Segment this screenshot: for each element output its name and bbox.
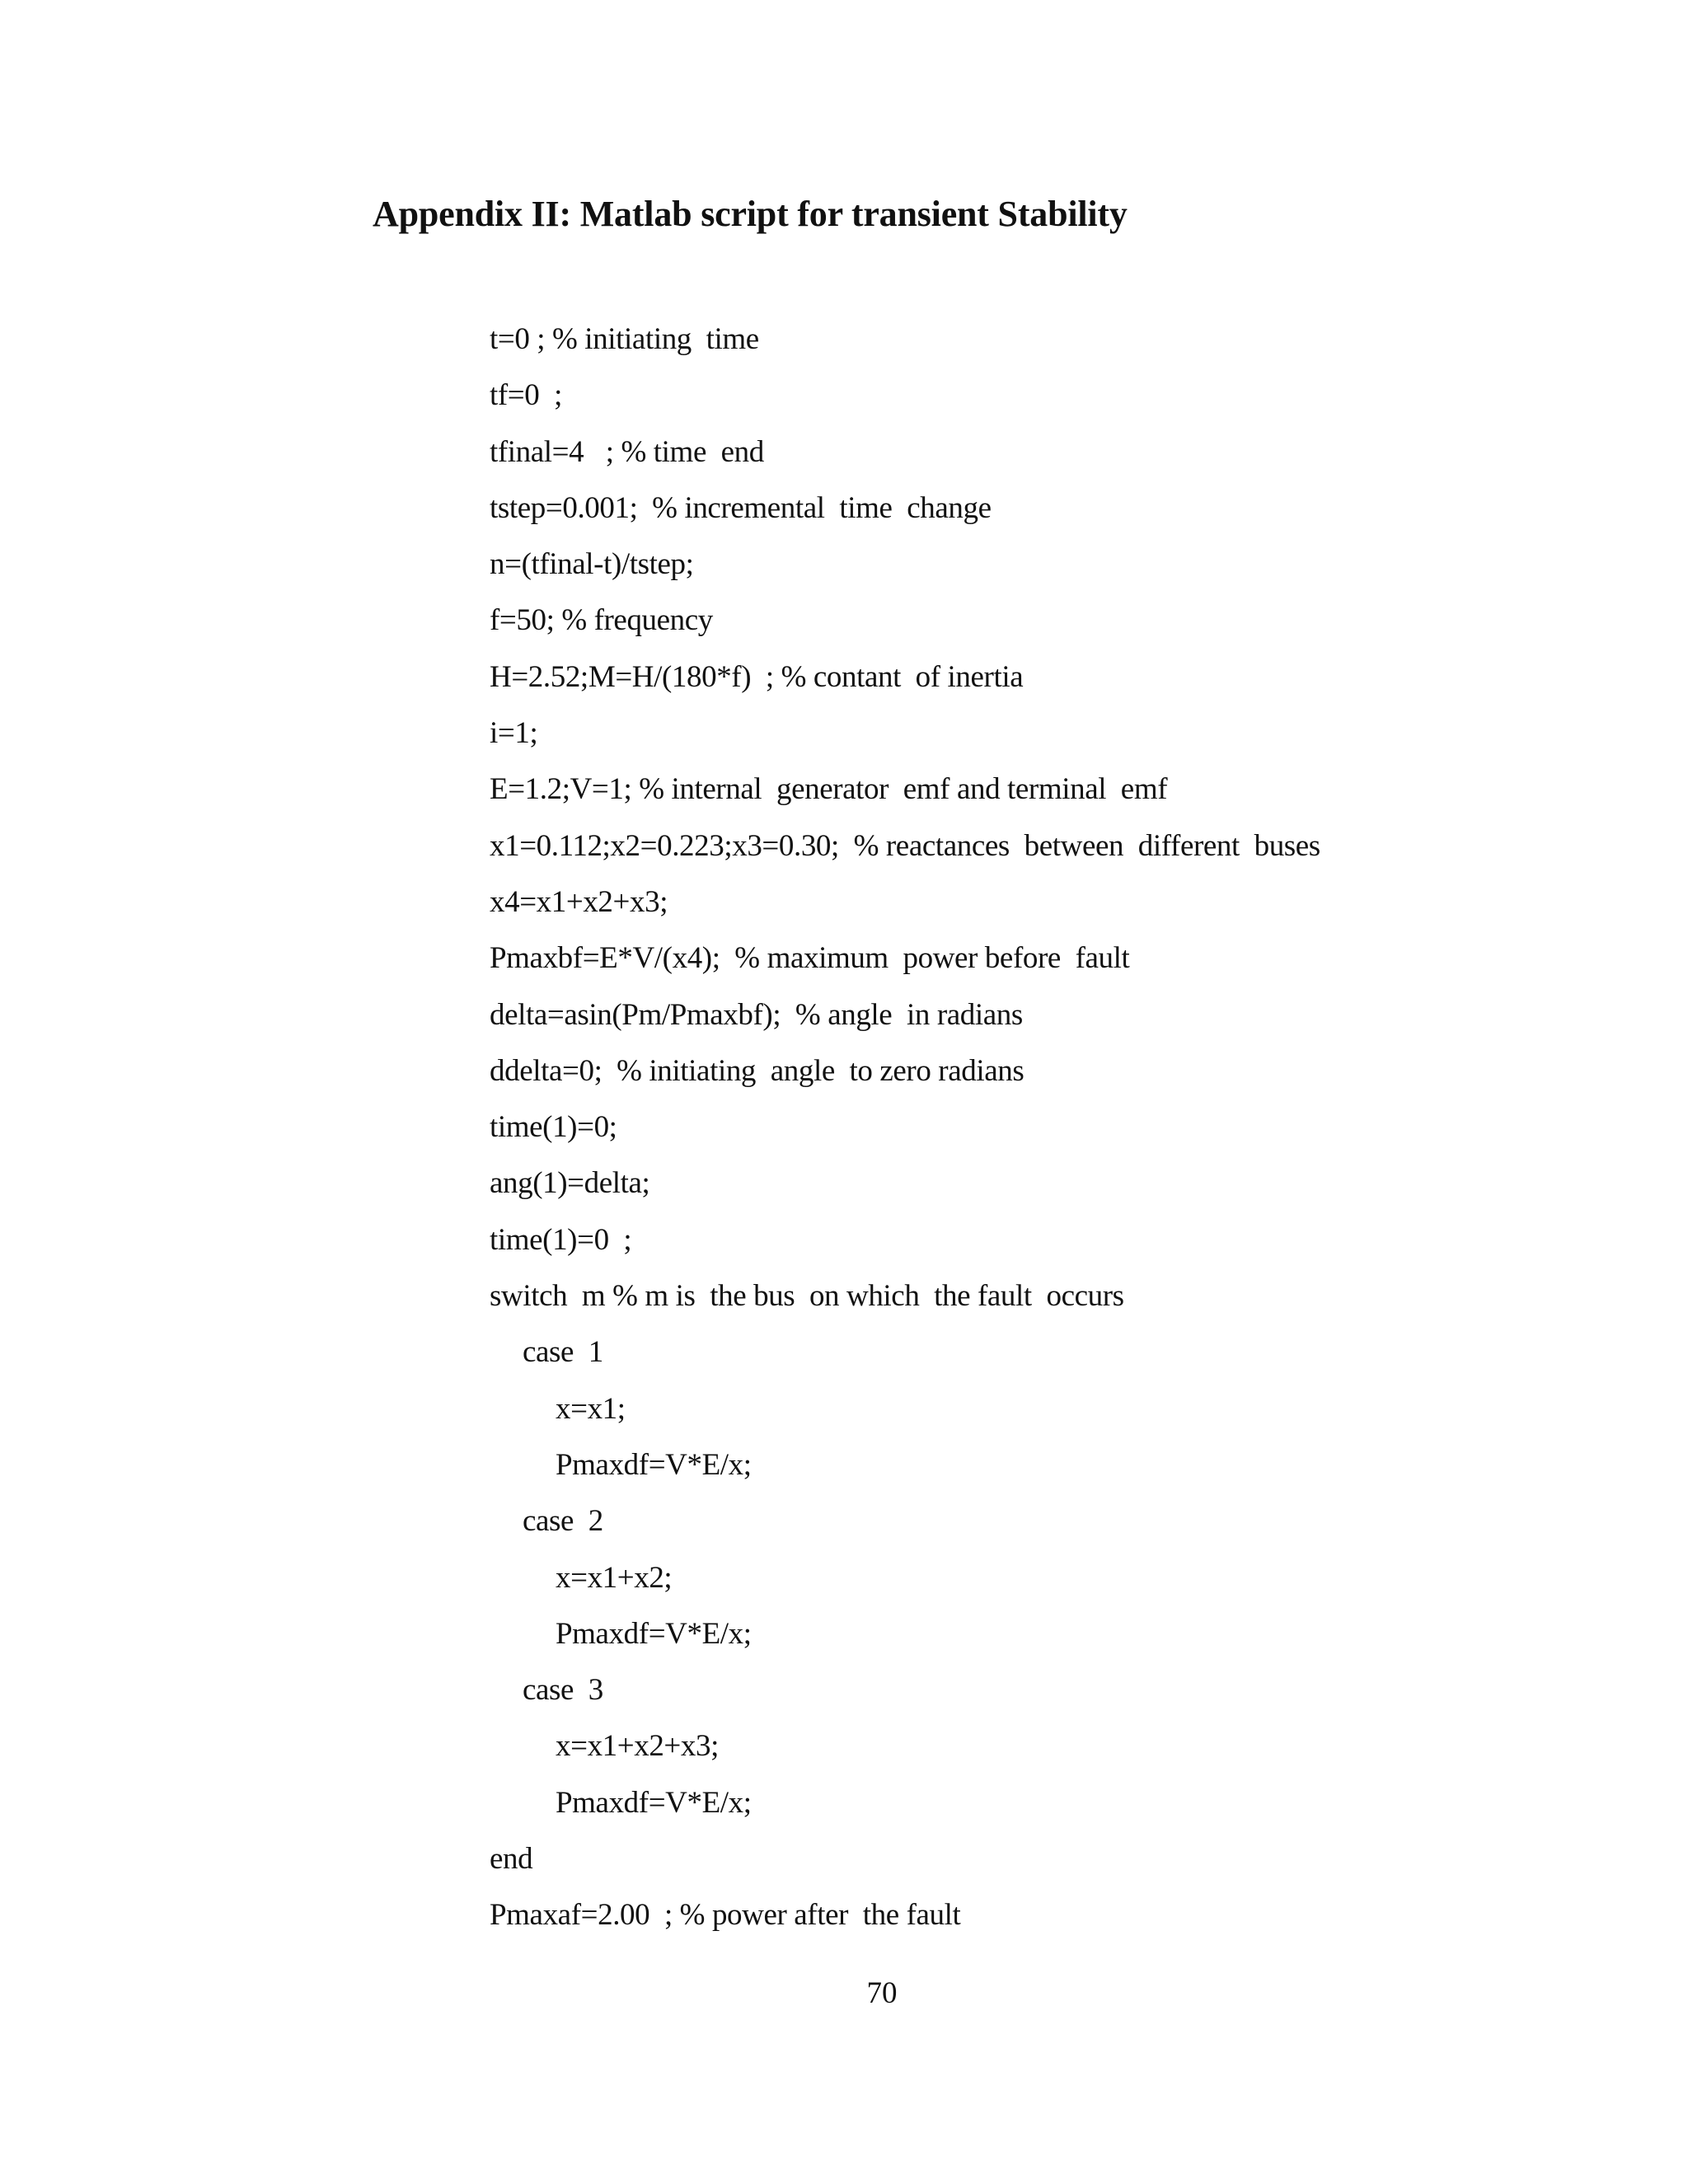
code-line: end (490, 1842, 533, 1877)
code-line: tstep=0.001; % incremental time change (490, 490, 992, 525)
code-line: x1=0.112;x2=0.223;x3=0.30; % reactances between different buses (490, 828, 1320, 863)
code-line: n=(tfinal-t)/tstep; (490, 547, 694, 582)
code-line: case 3 (523, 1673, 603, 1708)
code-line: case 2 (523, 1504, 603, 1539)
code-line: time(1)=0; (490, 1110, 617, 1145)
code-line: Pmaxdf=V*E/x; (556, 1616, 752, 1651)
code-line: Pmaxdf=V*E/x; (556, 1785, 752, 1820)
code-line: x=x1; (556, 1391, 626, 1426)
code-line: time(1)=0 ; (490, 1222, 632, 1257)
code-line: Pmaxdf=V*E/x; (556, 1447, 752, 1482)
code-block (490, 319, 1479, 1952)
page-title: Appendix II: Matlab script for transient Stability (373, 194, 1128, 234)
code-line: switch m % m is the bus on which the fault occurs (490, 1279, 1124, 1314)
code-line: tfinal=4 ; % time end (490, 434, 764, 469)
code-line: tf=0 ; (490, 378, 562, 413)
code-line: case 1 (523, 1335, 603, 1370)
code-line: i=1; (490, 716, 538, 751)
page-number: 70 (866, 1976, 898, 2010)
code-line: ang(1)=delta; (490, 1166, 650, 1201)
code-line: ddelta=0; % initiating angle to zero radians (490, 1053, 1025, 1088)
code-line: f=50; % frequency (490, 603, 713, 638)
code-line: H=2.52;M=H/(180*f) ; % contant of inertia (490, 659, 1024, 694)
code-line: Pmaxbf=E*V/(x4); % maximum power before fault (490, 941, 1130, 976)
code-line: x=x1+x2; (556, 1560, 673, 1595)
code-line: delta=asin(Pm/Pmaxbf); % angle in radians (490, 997, 1023, 1032)
code-line: x4=x1+x2+x3; (490, 884, 668, 919)
code-line: Pmaxaf=2.00 ; % power after the fault (490, 1898, 961, 1933)
code-line: t=0 ; % initiating time (490, 322, 759, 356)
code-line: x=x1+x2+x3; (556, 1729, 719, 1764)
code-line: E=1.2;V=1; % internal generator emf and terminal emf (490, 772, 1168, 807)
